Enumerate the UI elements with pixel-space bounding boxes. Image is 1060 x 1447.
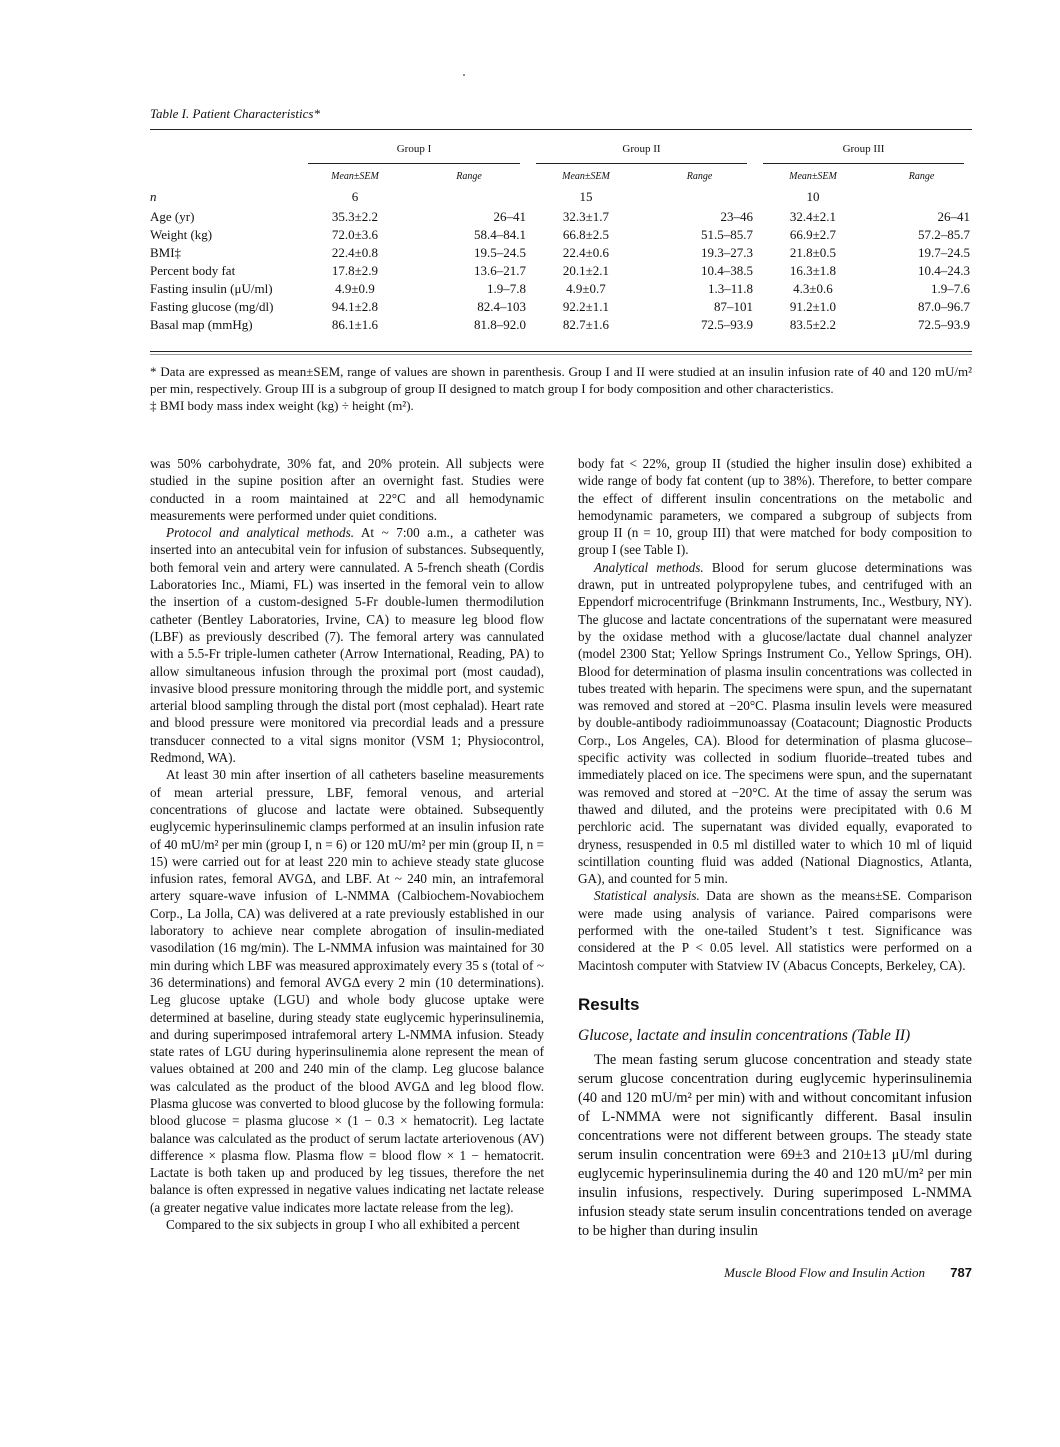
cell: 21.8±0.5 — [789, 245, 837, 260]
table-row — [150, 226, 972, 244]
cell: 82.4–103 — [477, 299, 526, 314]
cell: 10 — [806, 189, 820, 204]
cell: 16.3±1.8 — [789, 263, 837, 278]
cell: 72.0±3.6 — [331, 227, 379, 242]
cell: 81.8–92.0 — [474, 317, 526, 332]
page-number: 787 — [950, 1265, 972, 1280]
row-label: Fasting glucose (mg/dl) — [150, 299, 274, 314]
cell: 87.0–96.7 — [918, 299, 970, 314]
cell: 17.8±2.9 — [331, 263, 379, 278]
group-header: Group II — [622, 143, 661, 155]
page-footer — [578, 1265, 972, 1281]
row-label: BMI‡ — [150, 245, 182, 260]
cell: 13.6–21.7 — [474, 263, 526, 278]
table-footnotes — [150, 363, 972, 414]
right-column — [578, 455, 972, 1241]
group-header: Group III — [842, 143, 885, 155]
run-in-heading: Analytical methods. — [594, 559, 704, 575]
row-label: Basal map (mmHg) — [150, 317, 253, 332]
paragraph: Protocol and analytical methods. At ~ 7:00 a.m., a catheter was inserted into an antecubital vein for infusion of substances. Subsequently, both femoral vein and artery were cannulated. A 5-french sheath (Cordis Laboratories Inc., Miami, FL) was inserted in the femoral vein to allow the insertion of a custom-designed 5-Fr double-lumen thermodilution catheter (Bentley Laboratories, Irvine, CA) to measure leg blood flow (LBF) as previously described (7). The femoral artery was cannulated with a 5.5-Fr triple-lumen catheter (Arrow International, Reading, PA) to allow simultaneous infusion through the proximal port (most caudad), invasive blood pressure monitoring through the middle port, and systemic arterial blood sampling through the distal port (most cephalad). Heart rate and blood pressure were monitored via precordial leads and a pressure transducer connected to a vital signs monitor (VSM 1; Physiocontrol, Redmond, WA). — [150, 525, 544, 766]
cell: 66.9±2.7 — [789, 227, 837, 242]
table-row — [150, 186, 972, 208]
cell: 19.5–24.5 — [474, 245, 526, 260]
cell: 10.4–24.3 — [918, 263, 970, 278]
col-header: Range — [686, 170, 713, 182]
row-label: n — [150, 189, 157, 204]
cell: 57.2–85.7 — [918, 227, 970, 242]
cell: 72.5–93.9 — [701, 317, 753, 332]
row-label: Fasting insulin (μU/ml) — [150, 281, 273, 296]
col-header: Range — [456, 170, 482, 182]
running-title: Muscle Blood Flow and Insulin Action — [724, 1265, 926, 1280]
cell: 87–101 — [714, 299, 753, 314]
footnote: ‡ BMI body mass index weight (kg) ÷ height (m²). — [150, 398, 414, 413]
cell: 94.1±2.8 — [331, 299, 379, 314]
cell: 1.9–7.8 — [487, 281, 526, 296]
table-row — [150, 280, 972, 298]
cell: 6 — [351, 189, 359, 204]
table-bottom-rule-2 — [150, 354, 972, 355]
paragraph: Analytical methods. Blood for serum glucose determinations was drawn, put in untreated polypropylene tubes, and centrifuged with an Eppendorf microcentrifuge (Brinkmann Instruments, Inc., Westbury, NY). The glucose and lactate concentrations of the supernatant were measured by the oxidase method with a glucose/lactate dual channel analyzer (model 2300 Stat; Yellow Springs Instrument Co., Yellow Springs, OH). Blood for determination of plasma insulin concentrations was collected in tubes treated with heparin. The specimens were spun, and the supernatant was removed and stored at −20°C. Plasma insulin levels were measured by double-antibody radioimmunoassay (Coatacount; Diagnostic Products Corp., Los Angeles, CA). Blood for determination of plasma glucose–specific activity was collected in sodium fluoride–treated tubes and immediately placed on ice. The specimens were spun, and the supernatant was removed and stored at −20°C. At the time of assay the serum was thawed and diluted, and the proteins were precipitated with 0.6 M perchloric acid. The supernatant was divided equally, evaporated to dryness, resuspended in 0.5 ml distilled water to which 10 ml of liquid scintillation counting fluid was added (National Diagnostics, Atlanta, GA), and counted for 5 min. — [578, 559, 972, 887]
cell: 35.3±2.2 — [331, 209, 379, 224]
left-column — [150, 455, 544, 1233]
row-label: Age (yr) — [150, 209, 195, 224]
cell: 82.7±1.6 — [562, 317, 610, 332]
cell: 91.2±1.0 — [789, 299, 837, 314]
table-row — [150, 298, 972, 316]
cell: 72.5–93.9 — [918, 317, 970, 332]
cell: 19.7–24.5 — [918, 245, 970, 260]
cell: 58.4–84.1 — [474, 227, 526, 242]
table-top-rule — [150, 129, 972, 130]
cell: 92.2±1.1 — [562, 299, 610, 314]
table-row — [150, 262, 972, 280]
paragraph: Compared to the six subjects in group I who all exhibited a percent — [166, 1217, 520, 1233]
table-row — [150, 244, 972, 262]
cell: 4.9±0.9 — [335, 281, 375, 296]
row-label: Weight (kg) — [150, 227, 213, 242]
scan-speck — [463, 74, 465, 76]
section-heading: Results — [578, 994, 640, 1014]
cell: 20.1±2.1 — [562, 263, 610, 278]
group-header: Group I — [396, 143, 432, 155]
cell: 23–46 — [720, 209, 753, 224]
table-caption: Table I. Patient Characteristics* — [150, 106, 320, 121]
patient-characteristics-table — [150, 138, 972, 334]
cell: 1.9–7.6 — [931, 281, 970, 296]
subsection-heading: Glucose, lactate and insulin concentrations (Table II) — [578, 1027, 911, 1045]
cell: 32.3±1.7 — [562, 209, 610, 224]
cell: 4.3±0.6 — [793, 281, 833, 296]
col-header: Mean±SEM — [789, 170, 837, 182]
cell: 66.8±2.5 — [562, 227, 610, 242]
cell: 86.1±1.6 — [331, 317, 379, 332]
subheader-row — [150, 166, 972, 186]
cell: 22.4±0.8 — [331, 245, 379, 260]
row-label: Percent body fat — [150, 263, 236, 278]
table-row — [150, 316, 972, 334]
run-in-heading: Protocol and analytical methods. — [166, 525, 355, 541]
col-header: Range — [908, 170, 935, 182]
cell: 4.9±0.7 — [566, 281, 606, 296]
paragraph: body fat < 22%, group II (studied the higher insulin dose) exhibited a wide range of body fat content (up to 38%). Therefore, to better compare the effect of different insulin concentrations on the metabolic and hemodynamic parameters, we compared a subgroup of subjects from group II (n = 10, group III) that were matched for body composition to group I (see Table I). — [578, 456, 972, 558]
table-row — [150, 208, 972, 226]
cell: 22.4±0.6 — [562, 245, 610, 260]
col-header: Mean±SEM — [331, 170, 379, 182]
footnote: * Data are expressed as mean±SEM, range of values are shown in parenthesis. Group I and II were studied at an insulin infusion rate of 40 and 120 mU/m² per min, respectively. Group III is a subgroup of group II designed to match group I for body composition and other characteristics. — [150, 364, 972, 396]
table-bottom-rule — [150, 351, 972, 352]
cell: 15 — [579, 189, 593, 204]
paragraph: was 50% carbohydrate, 30% fat, and 20% protein. All subjects were studied in the supine position after an overnight fast. Studies were conducted in a room maintained at 22°C and all hemodynamic measurements were performed under quiet conditions. — [150, 456, 544, 523]
cell: 10.4–38.5 — [701, 263, 753, 278]
cell: 26–41 — [493, 209, 526, 224]
cell: 26–41 — [937, 209, 970, 224]
run-in-heading: Statistical analysis. — [594, 888, 700, 904]
paragraph: The mean fasting serum glucose concentration and steady state serum glucose concentration during euglycemic hyperinsulinemia (40 and 120 mU/m² per min) with and without concomitant infusion of L-NMMA were not significantly different. Basal insulin concentrations were not different between groups. The steady state serum insulin concentration were 69±3 and 210±13 μU/ml during euglycemic hyperinsulinemia during the 40 and 120 mU/m² per min insulin infusions, respectively. During superimposed L-NMMA infusion steady state serum insulin concentrations tended on average to be higher than during insulin — [578, 1051, 972, 1239]
cell: 32.4±2.1 — [789, 209, 837, 224]
group-header-row — [150, 138, 972, 160]
col-header: Mean±SEM — [562, 170, 610, 182]
cell: 19.3–27.3 — [701, 245, 753, 260]
cell: 51.5–85.7 — [701, 227, 753, 242]
cell: 83.5±2.2 — [789, 317, 837, 332]
cell: 1.3–11.8 — [707, 281, 753, 296]
paragraph: Statistical analysis. Data are shown as the means±SE. Comparison were made using analysis of variance. Paired comparisons were performed with the one-tailed Student’s t test. Significance was considered at the P < 0.05 level. All statistics were performed on a Macintosh computer with Statview IV (Abacus Concepts, Berkeley, CA). — [578, 888, 973, 973]
paragraph: At least 30 min after insertion of all catheters baseline measurements of mean arterial pressure, LBF, femoral venous, and arterial concentrations of glucose and lactate were obtained. Subsequently euglycemic hyperinsulinemic clamps performed at an insulin infusion rate of 40 mU/m² per min (group I, n = 6) or 120 mU/m² per min (group II, n = 15) were carried out for at least 220 min to achieve steady state glucose infusion rates, femoral AVGΔ, and LBF. At ~ 240 min, an intrafemoral artery square-wave infusion of L-NMMA (Calbiochem-Novabiochem Corp., La Jolla, CA) was delivered at a rate previously established in our laboratory to achieve near complete abrogation of insulin-mediated vasodilation (16 mg/min). The L-NMMA infusion was maintained for 30 min during which LBF was measured approximately every 35 s (total of ~ 36 determinations) and femoral AVGΔ every 2 min (10 determinations). Leg glucose uptake (LGU) and whole body glucose uptake were determined at baseline, during steady state euglycemic hyperinsulinemia, and during superimposed intrafemoral artery L-NMMA infusion. Steady state rates of LGU during hyperinsulinemia alone represent the mean of values obtained at 200 and 240 min of the clamp. Leg glucose balance was calculated as the product of the blood AVGΔ and leg blood flow. Plasma glucose was converted to blood glucose by the following formula: blood glucose = plasma glucose × (1 − 0.3 × hematocrit). Leg lactate balance was calculated as the product of serum lactate arteriovenous (AV) difference × plasma flow. Plasma flow = blood flow × 1 − hematocrit. Lactate is both taken up and produced by leg tissues, therefore the net balance is often expressed in negative values indicating net lactate release (a greater negative value indicates more lactate release from the leg). — [150, 767, 544, 1215]
